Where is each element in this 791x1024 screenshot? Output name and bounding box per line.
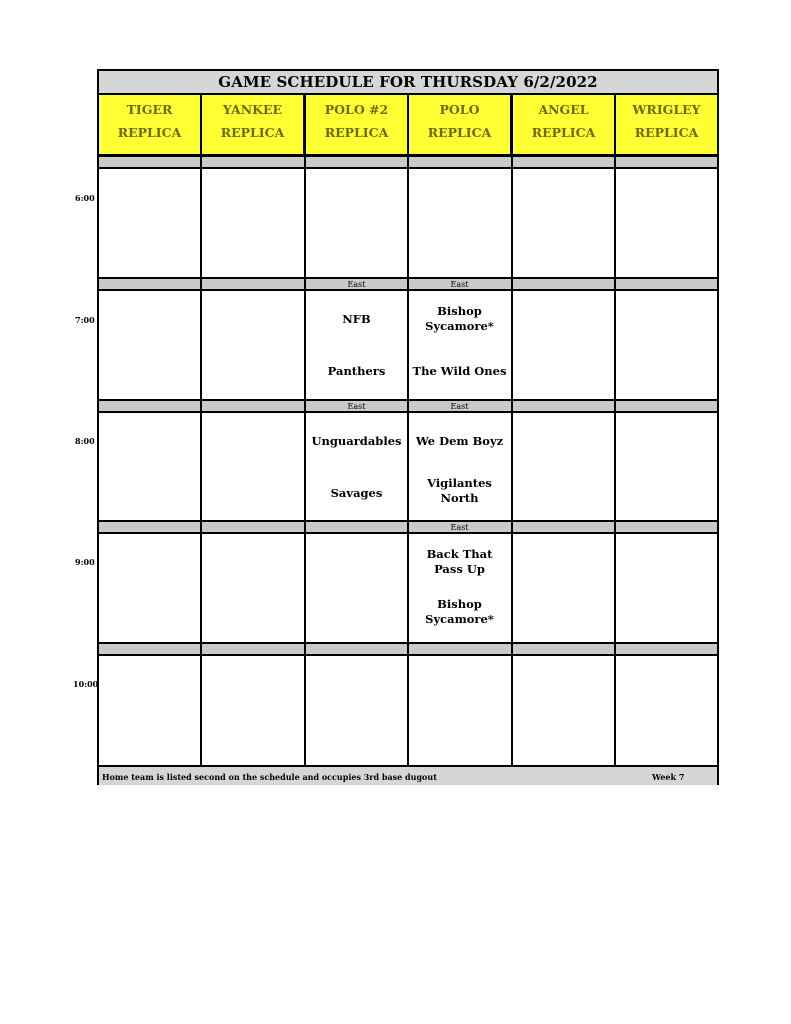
dugout-label — [202, 399, 303, 413]
field-name: POLO #2 — [324, 102, 389, 117]
time-label: 9:00 — [75, 557, 95, 567]
field-header — [202, 95, 305, 154]
column-divider — [407, 95, 409, 765]
column-divider — [614, 95, 616, 765]
away-team: Unguardables — [311, 434, 402, 448]
dugout-label — [513, 642, 614, 656]
field-type: REPLICA — [531, 125, 596, 140]
time-label: 6:00 — [75, 193, 95, 203]
dugout-label — [202, 520, 303, 534]
field-header — [616, 95, 717, 154]
dugout-label — [99, 642, 200, 656]
field-type: REPLICA — [117, 125, 182, 140]
field-type: REPLICA — [427, 125, 492, 140]
field-name: ANGEL — [538, 102, 589, 117]
away-team: Bishop Sycamore* — [425, 304, 494, 333]
dugout-label — [99, 520, 200, 534]
dugout-label — [513, 155, 614, 169]
time-label: 7:00 — [75, 315, 95, 325]
dugout-label — [616, 399, 717, 413]
field-type: REPLICA — [324, 125, 389, 140]
field-header — [409, 95, 512, 154]
time-label: 8:00 — [75, 436, 95, 446]
field-type: REPLICA — [634, 125, 699, 140]
home-team: Panthers — [327, 364, 386, 378]
dugout-label — [99, 277, 200, 291]
field-name: TIGER — [126, 102, 173, 117]
dugout-label — [616, 155, 717, 169]
field-name: WRIGLEY — [632, 102, 701, 117]
time-label: 10:00 — [73, 679, 99, 689]
away-team: NFB — [342, 312, 371, 326]
dugout-label: East — [450, 522, 469, 532]
away-team: We Dem Boyz — [415, 434, 504, 448]
field-header — [99, 95, 202, 154]
field-type: REPLICA — [220, 125, 285, 140]
dugout-label — [513, 399, 614, 413]
dugout-label — [409, 642, 510, 656]
dugout-label: East — [347, 401, 366, 411]
dugout-label — [616, 277, 717, 291]
dugout-label — [202, 277, 303, 291]
dugout-label — [306, 642, 407, 656]
home-team: The Wild Ones — [412, 364, 507, 378]
dugout-label — [99, 399, 200, 413]
dugout-label — [99, 155, 200, 169]
field-header — [513, 95, 616, 154]
dugout-label — [616, 520, 717, 534]
schedule-title: GAME SCHEDULE FOR THURSDAY 6/2/2022 — [99, 71, 717, 95]
dugout-label — [513, 277, 614, 291]
dugout-label — [306, 520, 407, 534]
week-label: Week 7 — [652, 772, 685, 782]
schedule-table — [97, 69, 719, 785]
field-name: YANKEE — [222, 102, 283, 117]
away-team: Back That Pass Up — [426, 547, 493, 576]
dugout-label — [306, 155, 407, 169]
dugout-label — [202, 642, 303, 656]
home-team: Bishop Sycamore* — [425, 597, 494, 626]
home-team-note: Home team is listed second on the schedule and occupies 3rd base dugout — [102, 772, 437, 782]
field-header — [306, 95, 409, 154]
field-name: POLO — [439, 102, 480, 117]
schedule-footer — [99, 765, 717, 785]
dugout-label — [202, 155, 303, 169]
home-team: Vigilantes North — [427, 476, 492, 505]
dugout-label — [616, 642, 717, 656]
dugout-label: East — [450, 401, 469, 411]
column-divider — [200, 95, 202, 765]
dugout-label — [409, 155, 510, 169]
dugout-label: East — [347, 279, 366, 289]
home-team: Savages — [330, 486, 383, 500]
column-divider — [511, 95, 513, 765]
column-divider — [304, 95, 306, 765]
dugout-label — [513, 520, 614, 534]
dugout-label: East — [450, 279, 469, 289]
